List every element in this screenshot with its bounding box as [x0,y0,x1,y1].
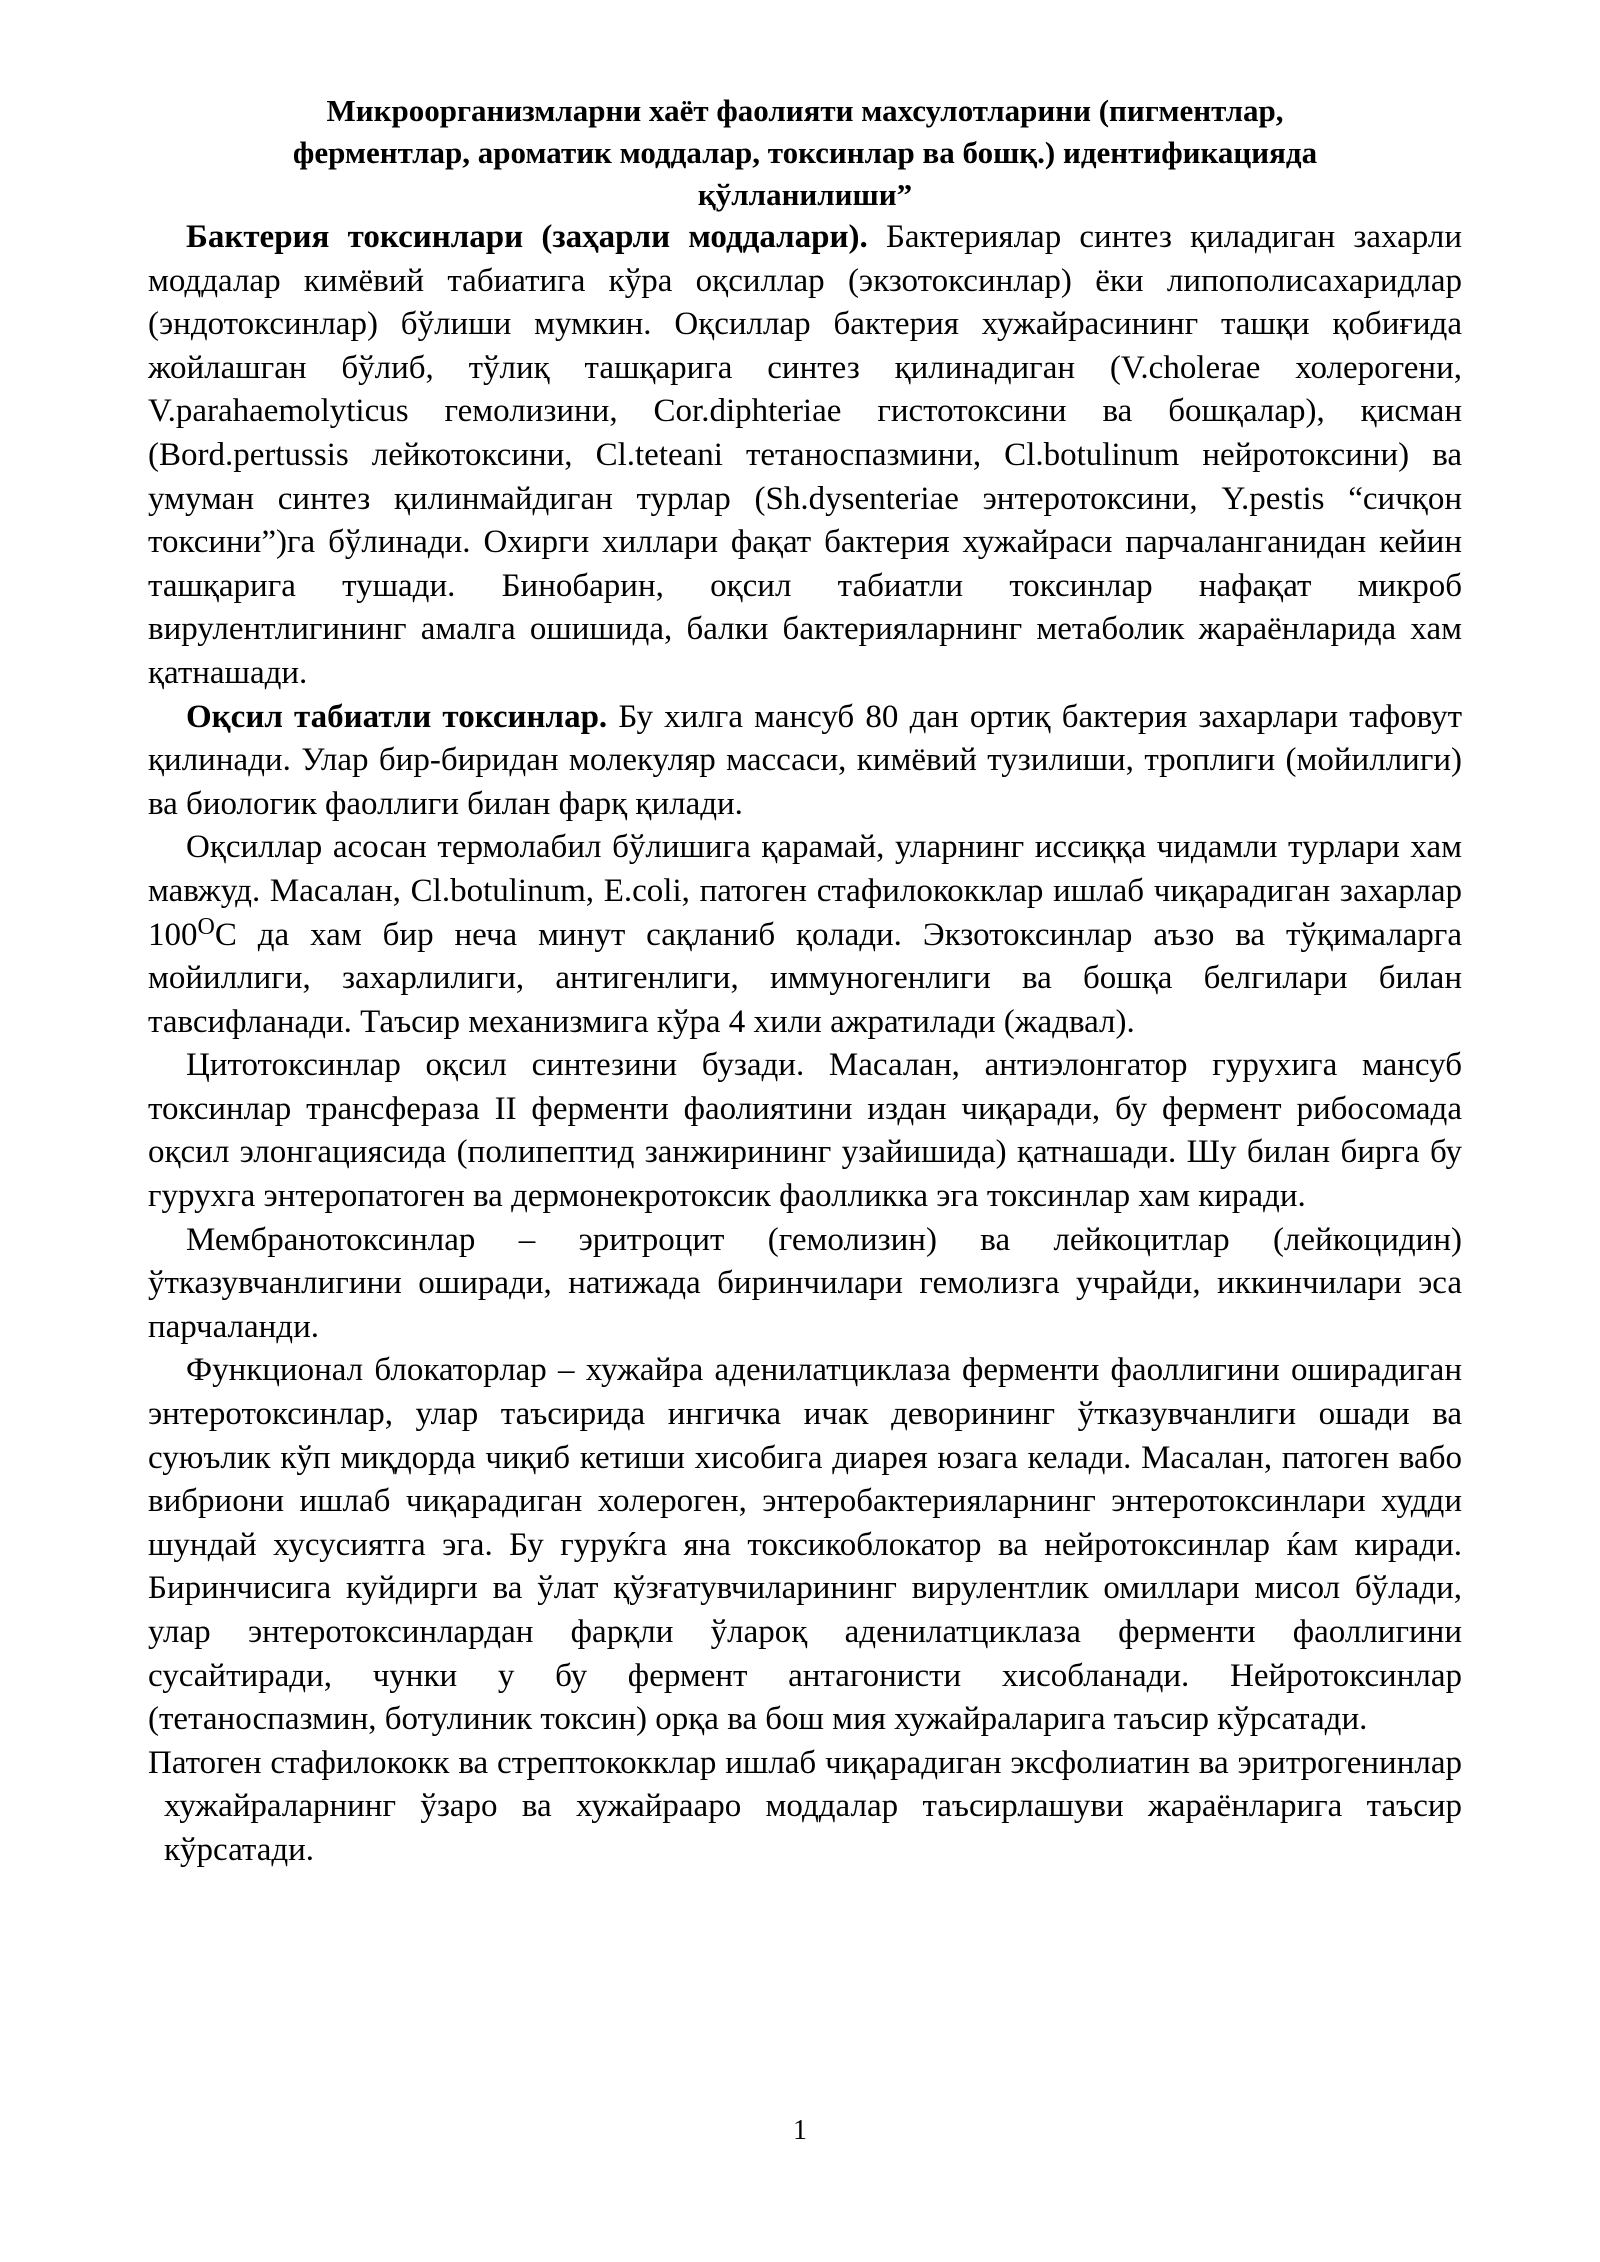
paragraph-text-continued: С да хам бир неча минут сақланиб қолади. Экзотоксинлар аъзо ва тўқималарга мойиллиги, захарлилиги, антигенлиги, иммуногенлиги ва бошқа белгилари билан тавсифланади. Таъсир механизмига кўра 4 хили ажратилади (жадвал). [148,916,1462,1040]
page-number: 1 [793,2115,807,2146]
paragraph-bacterial-toxins [148,216,1462,696]
paragraph-text: Бактериялар синтез қиладиган захарли моддалар кимёвий табиатига кўра оқсиллар (экзотоксинлар) ёки липополисахаридлар (эндотоксинлар) бўлиши мумкин. Оқсиллар бактерия хужайрасининг ташқи қобиғида жойлашган бўлиб, тўлиқ ташқарига синтез қилинадиган (V.cholerae холерогени, V.parahaemolyticus гемолизини, Cor.diphteriae гистотоксини ва бошқалар), қисман (Bord.pertussis лейкотоксини, Cl.teteani тетаноспазмини, Cl.botulinum нейротоксини) ва умуман синтез қилинмайдиган турлар (Sh.dysenteriae энтеротоксини, Y.pestis “сичқон токсини”)га бўлинади. Охирги хиллари фақат бактерия хужайраси парчаланганидан кейин ташқарига тушади. Бинобарин, оқсил табиатли токсинлар нафақат микроб вирулентлигининг амалга ошишида, балки бактерияларнинг метаболик жараёнларида хам қатнашади. [148,219,1462,691]
paragraph-cytotoxins [148,1044,1462,1218]
paragraph-text: Мембранотоксинлар – эритроцит (гемолизин) ва лейкоцитлар (лейкоцидин) ўтказувчанлигини оширади, натижада биринчилари гемолизга учрайди, иккинчилари эса парчаланди. [148,1221,1462,1345]
paragraph-text: Бу хилга мансуб 80 дан ортиқ бактерия захарлари тафовут қилинади. Улар бир-биридан молекуляр массаси, кимёвий тузилиши, троплиги (мойиллиги) ва биологик фаоллиги билан фарқ қилади. [148,698,1462,822]
paragraph-functional-blockers [148,1349,1462,1741]
paragraph-protein-toxins [148,696,1462,827]
document-title [148,90,1462,216]
paragraph-text: Оқсиллар асосан термолабил бўлишига қарамай, уларнинг иссиққа чидамли турлари хам мавжуд. Масалан, Cl.botulinum, E.coli, патоген стафилококклар ишлаб чиқарадиган захарлар 100 [148,829,1462,953]
paragraph-thermostable [148,826,1462,1044]
paragraph-membranotoxins [148,1219,1462,1350]
paragraph-heading: Оқсил табиатли токсинлар. [186,698,608,735]
paragraph-exfoliatin: Патоген стафилококк ва стрептококклар ишлаб чиқарадиган эксфолиатин ва эритрогенинлар хужайраларнинг ўзаро ва хужайрааро моддалар таъсирлашуви жараёнларига таъсир кўрсатади. [148,1744,1462,1868]
title-line-2: ферментлар, ароматик моддалар, токсинлар ва бошқ.) идентификацияда [292,135,1318,170]
paragraph-text: Функционал блокаторлар – хужайра аденилатциклаза ферменти фаоллигини оширадиган энтеротоксинлар, улар таъсирида ингичка ичак деворининг ўтказувчанлиги ошади ва суюълик кўп миқдорда чиқиб кетиши хисобига диарея юзага келади. Масалан, патоген вабо вибриони ишлаб чиқарадиган холероген, энтеробактерияларнинг энтеротоксинлари худди шундай хусусиятга эга. Бу гуруќга яна токсикоблокатор ва нейротоксинлар ќам киради. Биринчисига куйдирги ва ўлат қўзғатувчиларининг вирулентлик омиллари мисол бўлади, улар энтеротоксинлардан фарқли ўлароқ аденилатциклаза ферменти фаоллигини сусайтиради, чунки у бу фермент антагонисти хисобланади. Нейротоксинлар (тетаноспазмин, ботулиник токсин) орқа ва бош мия хужайраларига таъсир кўрсатади. [148,1352,1462,1738]
paragraph-text: Цитотоксинлар оқсил синтезини бузади. Масалан, антиэлонгатор гурухига мансуб токсинлар трансфераза II ферменти фаолиятини издан чиқаради, бу фермент рибосомада оқсил элонгациясида (полипептид занжирининг узайишида) қатнашади. Шу билан бирга бу гурухга энтеропатоген ва дермонекротоксик фаолликка эга токсинлар хам киради. [148,1047,1462,1215]
title-line-3: қўлланилиши” [697,177,913,212]
document-page [148,90,1462,1873]
title-line-1: Микроорганизмларни хаёт фаолияти махсулотларини (пигментлар, [326,93,1284,128]
degree-superscript: О [197,913,215,940]
paragraph-heading: Бактерия токсинлари (заҳарли моддалари). [186,219,868,255]
